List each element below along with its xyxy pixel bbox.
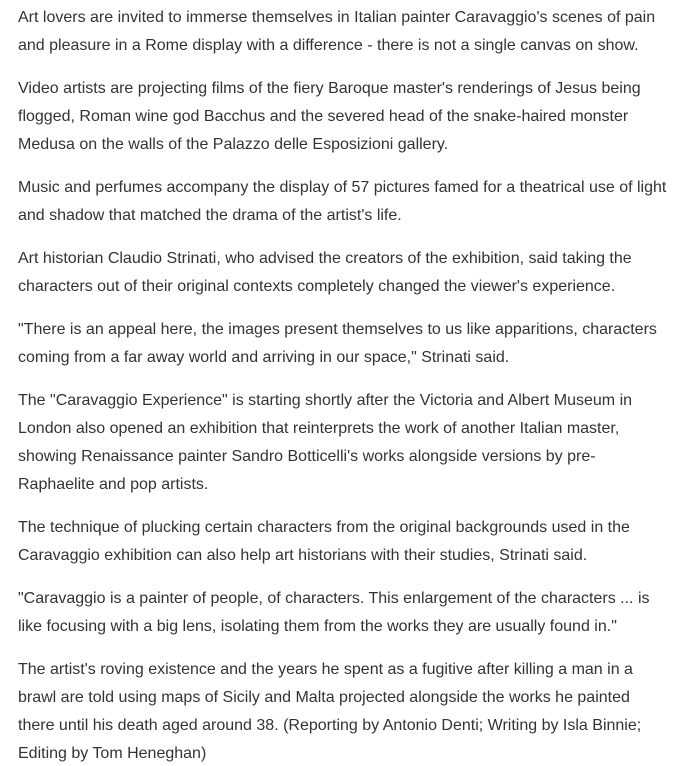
article-paragraph: The "Caravaggio Experience" is starting shortly after the Victoria and Albert Museum in London also opened an exhibition that reinterprets the work of another Italian master, showing Renaissance painter Sandro Botticelli's works alongside versions by pre-Raphaelite and pop artists.	[18, 392, 633, 493]
article-paragraph: The artist's roving existence and the years he spent as a fugitive after killing a man in a brawl are told using maps of Sicily and Malta projected alongside the works he painted there until his death aged around 38. (Reporting by Antonio Denti; Writing by Isla Binnie; Editing by Tom Heneghan)	[18, 661, 642, 762]
article-paragraph: Art historian Claudio Strinati, who advised the creators of the exhibition, said taking the characters out of their original contexts completely changed the viewer's experience.	[18, 250, 632, 295]
article-paragraph: "Caravaggio is a painter of people, of characters. This enlargement of the characters ... is like focusing with a big lens, isolating them from the works they are usually found in."	[18, 590, 650, 635]
article-paragraph: Video artists are projecting films of the fiery Baroque master's renderings of Jesus being flogged, Roman wine god Bacchus and the severed head of the snake-haired monster Medusa on the walls of the Palazzo delle Esposizioni gallery.	[18, 80, 641, 153]
article-paragraph: "There is an appeal here, the images present themselves to us like apparitions, characters coming from a far away world and arriving in our space," Strinati said.	[18, 321, 657, 366]
article-paragraph: Music and perfumes accompany the display of 57 pictures famed for a theatrical use of light and shadow that matched the drama of the artist's life.	[18, 179, 667, 224]
article-paragraph: Art lovers are invited to immerse themselves in Italian painter Caravaggio's scenes of pain and pleasure in a Rome display with a difference - there is not a single canvas on show.	[18, 9, 656, 54]
article-paragraph: The technique of plucking certain characters from the original backgrounds used in the Caravaggio exhibition can also help art historians with their studies, Strinati said.	[18, 519, 630, 564]
